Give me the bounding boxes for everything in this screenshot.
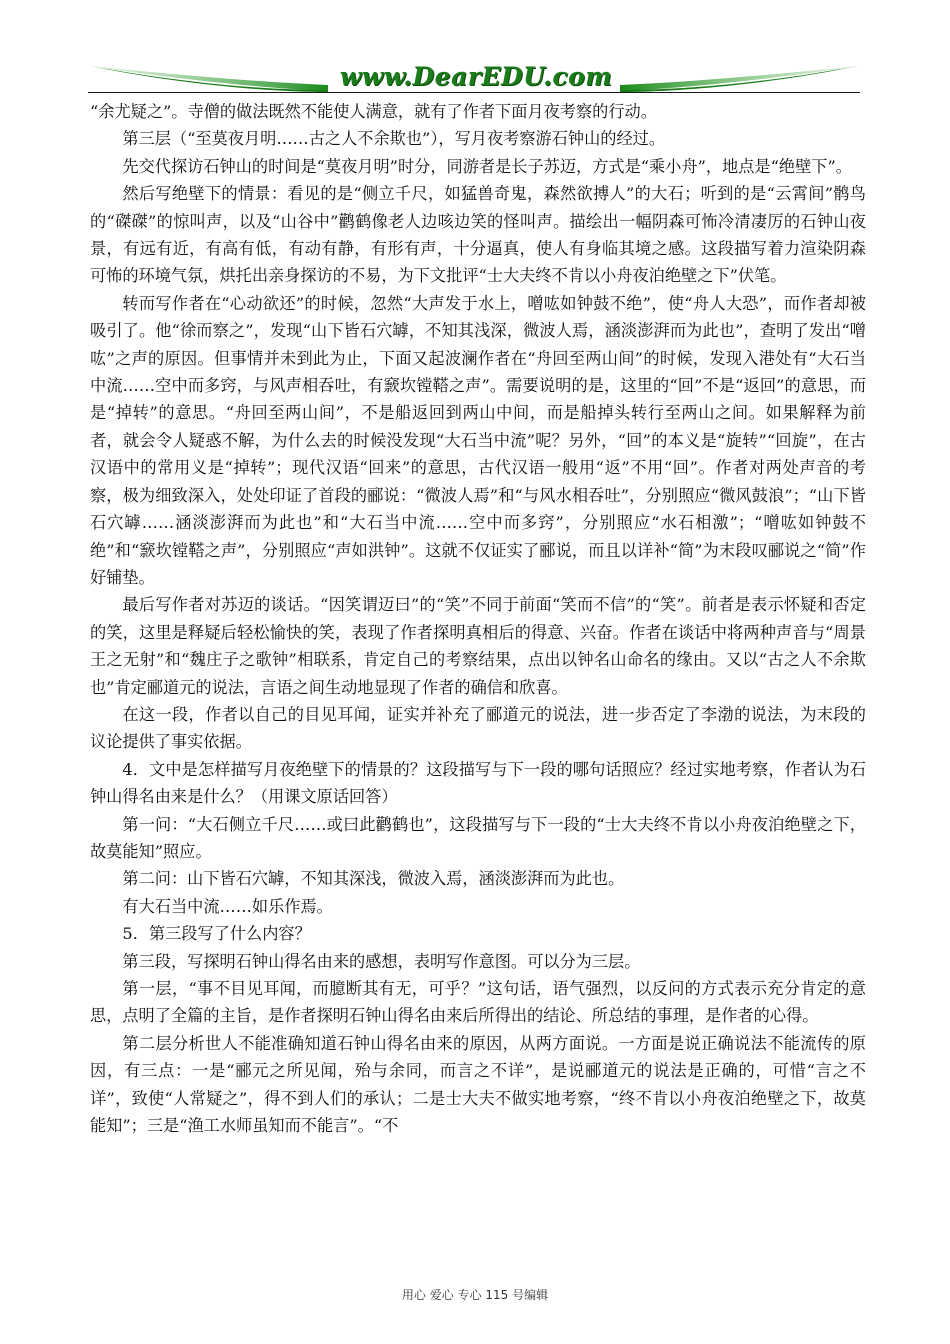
paragraph: 先交代探访石钟山的时间是“莫夜月明”时分，同游者是长子苏迈，方式是“乘小舟”，地点是“绝壁下”。 (122, 156, 852, 176)
document-body (90, 98, 866, 1139)
paragraph: 然后写绝壁下的情景：看见的是“侧立千尺，如猛兽奇鬼，森然欲搏人”的大石；听到的是“云霄间”鹘鸟的“磔磔”的惊叫声，以及“山谷中”鹳鹤像老人边咳边笑的怪叫声。描绘出一幅阴森可怖冷清凄厉的石钟山夜景，有远有近，有高有低，有动有静，有形有声，十分逼真，使人有身临其境之感。这段描写着力渲染阴森可怖的环境气氛，烘托出亲身探访的不易，为下文批评“士大夫终不肯以小舟夜泊绝壁之下”伏笔。 (90, 184, 866, 286)
paragraph: 有大石当中流……如乐作焉。 (122, 896, 333, 916)
header-divider (88, 92, 860, 93)
paragraph: 第三层（“至莫夜月明……古之人不余欺也”），写月夜考察游石钟山的经过。 (122, 129, 666, 149)
paragraph: 在这一段，作者以自己的目见耳闻，证实并补充了郦道元的说法，进一步否定了李渤的说法，为末段的议论提供了事实依据。 (90, 704, 866, 752)
paragraph: 第一层，“事不目见耳闻，而臆断其有无，可乎？”这句话，语气强烈，以反问的方式表示充分肯定的意思，点明了全篇的主旨，是作者探明石钟山得名由来后所得出的结论、所总结的事理，是作者的心得。 (90, 979, 866, 1026)
page-footer: 用心 爱心 专心 115 号编辑 (401, 1288, 549, 1302)
paragraph: “余尤疑之”。寺僧的做法既然不能使人满意，就有了作者下面月夜考察的行动。 (90, 102, 657, 121)
paragraph: 第二层分析世人不能准确知道石钟山得名由来的原因，从两方面说。一方面是说正确说法不能流传的原因，有三点：一是“郦元之所见闻，殆与余同，而言之不详”，是说郦道元的说法是正确的，可惜“言之不详”，致使“人常疑之”，得不到人们的承认；二是士大夫不做实地考察，“终不肯以小舟夜泊绝壁之下，故莫能知”；三是“渔工水师虽知而不能言”。“不 (90, 1033, 866, 1136)
paragraph: 第一问：“大石侧立千尺……或曰此鹳鹤也”，这段描写与下一段的“士大夫终不肯以小舟夜泊绝壁之下，故莫能知”照应。 (90, 814, 866, 861)
paragraph: 第二问：山下皆石穴罅，不知其深浅，微波入焉，涵淡澎湃而为此也。 (122, 869, 625, 889)
paragraph: 最后写作者对苏迈的谈话。“因笑谓迈曰”的“笑”不同于前面“笑而不信”的“笑”。前者是表示怀疑和否定的笑，这里是释疑后轻松愉快的笑，表现了作者探明真相后的得意、兴奋。作者在谈话中将两种声音与“周景王之无射”和“魏庄子之歌钟”相联系，肯定自己的考察结果，点出以钟名山命名的缘由。又以“古之人不余欺也”肯定郦道元的说法，言语之间生动地显现了作者的确信和欣喜。 (90, 595, 866, 697)
site-header (88, 58, 860, 94)
site-brand: www.DearEDU.com (339, 62, 613, 91)
question-paragraph: 4．文中是怎样描写月夜绝壁下的情景的？这段描写与下一段的哪句话照应？经过实地考察，作者认为石钟山得名由来是什么？（用课文原话回答） (90, 759, 866, 807)
question-paragraph: 5．第三段写了什么内容？ (122, 924, 311, 944)
paragraph: 第三段，写探明石钟山得名由来的感想，表明写作意图。可以分为三层。 (122, 951, 641, 971)
paragraph: 转而写作者在“心动欲还”的时候，忽然“大声发于水上，噌吰如钟鼓不绝”，使“舟人大恐”，而作者却被吸引了。他“徐而察之”，发现“山下皆石穴罅，不知其浅深，微波人焉，涵淡澎湃而为此也”，查明了发出“噌吰”之声的原因。但事情并未到此为止，下面又起波澜作者在“舟回至两山间”的时候，发现入港处有“大石当中流……空中而多窍，与风声相吞吐，有窾坎镗鞳之声”。需要说明的是，这里的“回”不是“返回”的意思，而是“掉转”的意思。“舟回至两山间”，不是船返回到两山中间，而是船掉头转行至两山之间。如果解释为前者，就会令人疑惑不解，为什么去的时候没发现“大石当中流”呢？另外，“回”的本义是“旋转”“回旋”，在古汉语中的常用义是“掉转”；现代汉语“回来”的意思，古代汉语一般用“返”不用“回”。作者对两处声音的考察，极为细致深入，处处印证了首段的郦说：“微波人焉”和“与风水相吞吐”，分别照应“微风鼓浪”；“山下皆石穴罅……涵淡澎湃而为此也”和“大石当中流……空中而多窍”，分别照应“水石相激”；“噌吰如钟鼓不绝”和“窾坎镗鞳之声”，分别照应“声如洪钟”。这就不仅证实了郦说，而且以详补“简”为末段叹郦说之“简”作好铺垫。 (90, 293, 866, 587)
